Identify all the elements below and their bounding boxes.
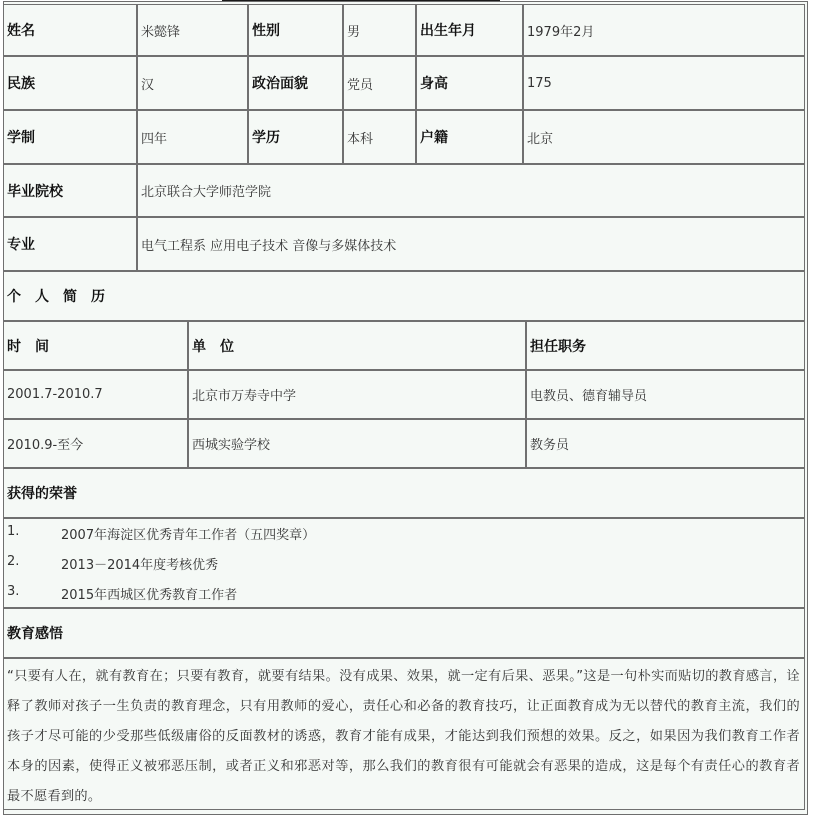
political-label: 政治面貌 [248, 56, 343, 110]
row-major [3, 217, 805, 271]
resume-position: 电教员、德育辅导员 [526, 370, 805, 419]
name-label: 姓名 [3, 4, 137, 56]
birth-label: 出生年月 [416, 4, 523, 56]
resume-section [3, 271, 805, 321]
resume-title: 个 人 简 历 [3, 271, 805, 321]
resume-header-time: 时 间 [3, 321, 188, 370]
resume-header-row [3, 321, 805, 370]
honors-list [3, 518, 805, 608]
resume-header-position: 担任职务 [526, 321, 805, 370]
height-value: 175 [523, 56, 805, 110]
row-name [3, 4, 805, 56]
resume-time: 2010.9-至今 [3, 419, 188, 468]
political-value: 党员 [343, 56, 416, 110]
household-value: 北京 [523, 110, 805, 164]
gender-label: 性别 [248, 4, 343, 56]
education-label: 学历 [248, 110, 343, 164]
list-item-number: 2. [7, 554, 20, 569]
row-ethnicity [3, 56, 805, 110]
resume-time: 2001.7-2010.7 [3, 370, 188, 419]
height-label: 身高 [416, 56, 523, 110]
table-row [3, 419, 805, 468]
resume-unit: 北京市万寿寺中学 [188, 370, 526, 419]
school-value: 北京联合大学师范学院 [137, 164, 805, 217]
major-label: 专业 [3, 217, 137, 271]
list-item-number: 3. [7, 584, 20, 599]
education-value: 本科 [343, 110, 416, 164]
row-schooling [3, 110, 805, 164]
schooling-label: 学制 [3, 110, 137, 164]
schooling-value: 四年 [137, 110, 248, 164]
birth-value: 1979年2月 [523, 4, 805, 56]
list-item-number: 1. [7, 524, 20, 539]
list-item-text: 2015年西城区优秀教育工作者 [61, 588, 238, 603]
resume-header-unit: 单 位 [188, 321, 526, 370]
ethnicity-value: 汉 [137, 56, 248, 110]
reflection-text: “只要有人在，就有教育在；只要有教育，就要有结果。没有成果、效果，就一定有后果、恶果。”这是一句朴实而贴切的教育感言，诠释了教师对孩子一生负责的教育理念，只有用教师的爱心，责任心和必备的教育技巧，让正面教育成为无以替代的教育主流，我们的孩子才尽可能的少受那些低级庸俗的反面教材的诱惑，教育才能有成果，才能达到我们预想的效果。反之，如果因为我们教育工作者本身的因素，使得正义被邪恶压制，或者正义和邪恶对等，那么我们的教育很有可能就会有恶果的造成，这是每个有责任心的教育者最不愿看到的。 [3, 658, 805, 810]
name-value: 米懿锋 [137, 4, 248, 56]
list-item-text: 2007年海淀区优秀青年工作者（五四奖章） [61, 528, 316, 543]
resume-unit: 西城实验学校 [188, 419, 526, 468]
school-label: 毕业院校 [3, 164, 137, 217]
honors-title: 获得的荣誉 [3, 468, 805, 518]
table-row [3, 370, 805, 419]
gender-value: 男 [343, 4, 416, 56]
resume-position: 教务员 [526, 419, 805, 468]
major-value: 电气工程系 应用电子技术 音像与多媒体技术 [137, 217, 805, 271]
honors-section [3, 468, 805, 518]
reflection-title: 教育感悟 [3, 608, 805, 658]
list-item-text: 2013－2014年度考核优秀 [61, 558, 219, 573]
household-label: 户籍 [416, 110, 523, 164]
ethnicity-label: 民族 [3, 56, 137, 110]
reflection-section [3, 608, 805, 658]
row-school [3, 164, 805, 217]
